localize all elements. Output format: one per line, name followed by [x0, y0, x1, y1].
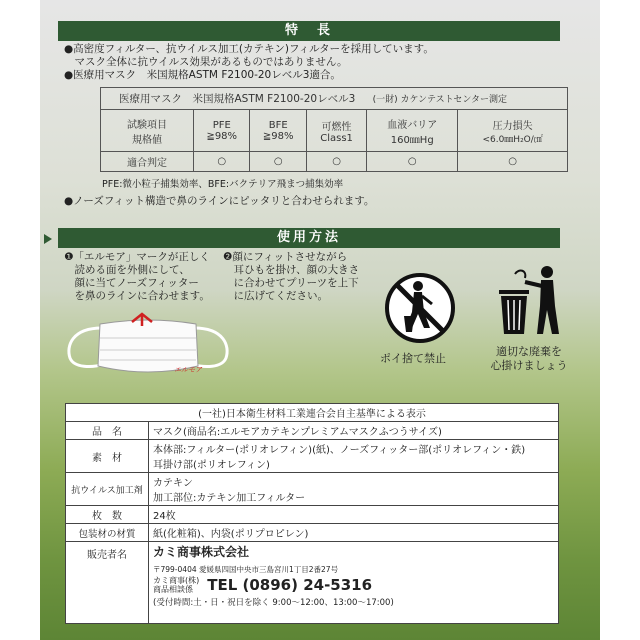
spec-value: ≧98%	[206, 130, 238, 142]
spec-result-label: 適合判定	[101, 152, 194, 172]
spec-table	[100, 87, 568, 172]
seller-tel: TEL (0896) 24-5316	[207, 576, 373, 594]
mask-brand-mark: エルモア	[174, 367, 202, 374]
info-label-seller: 販売者名	[66, 542, 149, 624]
features-header	[58, 21, 560, 41]
info-label-product: 品 名	[66, 422, 149, 440]
info-label-count: 枚 数	[66, 506, 149, 524]
feature-line-2: マスク全体に抗ウイルス効果があるものではありません。	[64, 56, 348, 68]
spec-value: <6.0㎜H₂O/㎠	[482, 134, 543, 145]
spec-item: 可燃性	[321, 121, 352, 133]
step2-line: に合わせてプリーツを上下	[223, 277, 359, 289]
step2-line: に広げてください。	[223, 290, 328, 302]
contact-label-line: 商品相談係	[153, 585, 193, 594]
info-value-count: 24枚	[149, 506, 559, 524]
spec-result: ○	[458, 152, 568, 172]
step2-line: ❷顔にフィットさせながら	[223, 251, 348, 263]
features-title: 特 長	[284, 23, 333, 38]
material-line-1: 本体部:フィルター(ポリオレフィン)(紙)、ノーズフィッター部(ポリオレフィン・鉄)	[153, 445, 526, 456]
feature-line-1: ●高密度フィルター、抗ウイルス加工(カテキン)フィルターを採用しています。	[64, 43, 434, 55]
spec-table-title: 医療用マスク 米国規格ASTM F2100-20レベル3	[119, 93, 356, 105]
feature-line-3: ●医療用マスク 米国規格ASTM F2100-20レベル3適合。	[64, 69, 341, 81]
info-label-material: 素 材	[66, 440, 149, 473]
spec-result: ○	[306, 152, 366, 172]
info-table	[65, 403, 559, 624]
antiviral-line-2: 加工部位:カテキン加工フィルター	[153, 493, 306, 504]
no-littering-icon	[380, 268, 460, 348]
seller-hours: (受付時間:土・日・祝日を除く 9:00〜12:00、13:00〜17:00)	[153, 598, 394, 608]
info-value-product: マスク(商品名:エルモアカテキンプレミアムマスクふつうサイズ)	[149, 422, 559, 440]
step1-line: 読める面を外側にして、	[64, 264, 190, 276]
seller-contact	[153, 576, 554, 594]
step2-line: 耳ひもを掛け、顔の大きさ	[223, 264, 360, 276]
spec-value: Class1	[320, 132, 353, 144]
spec-result: ○	[194, 152, 250, 172]
info-label-antiviral: 抗ウイルス加工剤	[66, 473, 149, 506]
contact-label	[153, 576, 199, 594]
spec-cell-bfe	[250, 110, 306, 152]
trash-disposal-icon	[495, 262, 565, 338]
seller-name: カミ商事株式会社	[153, 545, 250, 559]
dispose-label-1: 適切な廃棄を	[496, 345, 562, 358]
spec-cell-flammability	[306, 110, 366, 152]
spec-cell-blood-barrier	[367, 110, 458, 152]
spec-item: PFE	[212, 119, 231, 131]
spec-result: ○	[367, 152, 458, 172]
spec-header-spec: 規格値	[132, 134, 162, 146]
contact-label-line: カミ商事(株)	[153, 576, 200, 585]
material-line-2: 耳掛け部(ポリオレフィン)	[153, 460, 270, 471]
info-value-antiviral	[149, 473, 559, 506]
step1-line: を鼻のラインに合わせます。	[64, 290, 210, 302]
spec-footnote: PFE:微小粒子捕集効率、BFE:バクテリア飛まつ捕集効率	[102, 179, 344, 190]
spec-item: BFE	[268, 119, 288, 131]
spec-value: ≧98%	[262, 130, 294, 142]
spec-header-cell	[101, 110, 194, 152]
spec-value: 160㎜Hg	[390, 134, 434, 146]
antiviral-line-1: カテキン	[153, 478, 193, 489]
spec-cell-pfe	[194, 110, 250, 152]
info-value-seller	[149, 542, 559, 624]
usage-header	[58, 228, 560, 248]
seller-address: 〒799-0404 愛媛県四国中央市三島宮川1丁目2番27号	[153, 565, 339, 574]
mask-illustration	[62, 306, 232, 386]
spec-table-org: (一財) カケンテストセンター測定	[372, 95, 508, 105]
spec-result: ○	[250, 152, 306, 172]
spec-item: 血液バリア	[387, 119, 438, 131]
info-value-material	[149, 440, 559, 473]
feature-line-nosefit: ●ノーズフィット構造で鼻のラインにピッタリと合わせられます。	[64, 195, 375, 207]
dispose-label-2: 心掛けましょう	[490, 359, 568, 372]
package-panel	[40, 0, 600, 640]
step1-line: ❶「エルモア」マークが正しく	[64, 251, 210, 263]
usage-title: 使用方法	[276, 230, 341, 245]
header-triangle-icon	[44, 234, 52, 244]
spec-cell-pressure	[458, 110, 568, 152]
spec-table-title-cell	[101, 88, 568, 110]
spec-header-item: 試験項目	[127, 119, 167, 131]
spec-item: 圧力損失	[492, 120, 533, 132]
no-littering-label: ポイ捨て禁止	[380, 352, 446, 365]
info-header: (一社)日本衛生材料工業連合会自主基準による表示	[66, 404, 559, 422]
info-label-packaging: 包装材の材質	[66, 524, 149, 542]
info-value-packaging: 紙(化粧箱)、内袋(ポリプロピレン)	[149, 524, 559, 542]
step1-line: 顔に当てノーズフィッター	[64, 277, 199, 289]
